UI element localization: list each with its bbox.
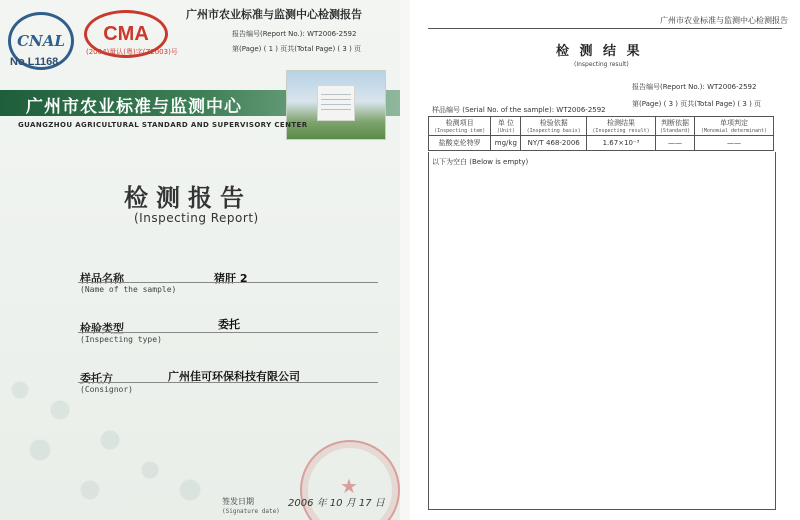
result-table [428, 116, 774, 151]
cover-report-number: 报告编号(Report No.): WT2006-2592 [232, 30, 357, 38]
inspect-type-label-en: (Inspecting type) [80, 335, 162, 344]
building-photo [286, 70, 386, 140]
consignor-underline [78, 382, 378, 383]
column-header-determinant: 单项判定 (Monomial determinant) [694, 117, 773, 136]
result-title-en: (Inspecting result) [574, 61, 629, 68]
result-title: 检 测 结 果 [556, 44, 643, 59]
table-row [429, 136, 774, 151]
cover-header-title: 广州市农业标准与监测中心检测报告 [186, 8, 362, 21]
building-shape [317, 85, 355, 121]
column-header-result: 检测结果 (Inspecting result) [587, 117, 656, 136]
institution-name-cn: 广州市农业标准与监测中心 [26, 97, 242, 117]
result-header-title: 广州市农业标准与监测中心检测报告 [660, 16, 788, 25]
table-cell: mg/kg [491, 136, 521, 151]
signature-date-value: 2006 年 10 月 17 日 [288, 498, 385, 509]
table-cell: NY/T 468-2006 [521, 136, 587, 151]
signature-date-label-en: (Signature date) [222, 508, 280, 515]
signature-date-label: 签发日期 [222, 497, 254, 506]
inspect-type-value: 委托 [218, 318, 240, 331]
seal-star-icon: ★ [340, 474, 358, 498]
inspect-type-label: 检验类型 [80, 322, 124, 335]
consignor-label-en: (Consignor) [80, 385, 133, 394]
inspection-result-page [410, 0, 800, 520]
institution-name-en: GUANGZHOU AGRICULTURAL STANDARD AND SUPERVISORY CENTER [18, 121, 308, 129]
blank-note: 以下为空白 (Below is empty) [432, 158, 529, 166]
report-title: 检测报告 [124, 183, 252, 212]
table-cell: —— [694, 136, 773, 151]
inspect-type-underline [78, 332, 378, 333]
report-title-en: (Inspecting Report) [134, 211, 259, 225]
sample-name-label-en: (Name of the sample) [80, 285, 177, 294]
column-header-basis: 检验依据 (Inspecting basis) [521, 117, 587, 136]
cnal-logo-text: CNAL [17, 32, 65, 50]
sample-name-underline [78, 282, 378, 283]
cma-logo-text: CMA [103, 22, 149, 45]
lab-number: No.L1168 [10, 56, 59, 68]
consignor-value: 广州佳可环保科技有限公司 [168, 370, 300, 383]
column-header-unit: 单 位 (Unit) [491, 117, 521, 136]
result-report-number: 报告编号(Report No.): WT2006-2592 [632, 83, 757, 91]
sample-name-label: 样品名称 [80, 272, 124, 285]
result-empty-area [428, 152, 776, 510]
cma-cert-number: (2004)量认(粤)字(Z2003)号 [86, 48, 178, 56]
result-page-indicator: 第(Page) ( 3 ) 页共(Total Page) ( 3 ) 页 [632, 100, 762, 108]
column-header-standard: 判断依据 (Standard) [656, 117, 695, 136]
table-header-row [429, 117, 774, 136]
sample-name-value: 猪肝 2 [214, 272, 248, 285]
consignor-label: 委托方 [80, 372, 113, 385]
table-cell: 1.67×10⁻³ [587, 136, 656, 151]
header-divider [428, 28, 782, 29]
sample-serial-number: 样品编号 (Serial No. of the sample): WT2006-2592 [432, 106, 606, 114]
table-cell: 盐酸克伦特罗 [429, 136, 491, 151]
table-cell: —— [656, 136, 695, 151]
column-header-item: 检测项目 (Inspecting item) [429, 117, 491, 136]
cover-page-indicator: 第(Page) ( 1 ) 页共(Total Page) ( 3 ) 页 [232, 45, 362, 53]
